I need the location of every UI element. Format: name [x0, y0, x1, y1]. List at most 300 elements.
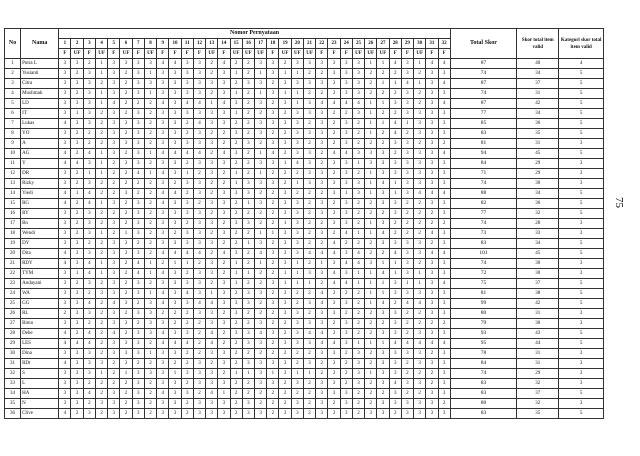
score-cell: 3 — [255, 119, 267, 129]
score-cell: 1 — [352, 269, 364, 279]
score-cell: 2 — [95, 389, 107, 399]
score-cell: 3 — [132, 409, 144, 419]
score-cell: 4 — [157, 99, 169, 109]
table-row — [5, 209, 604, 219]
score-cell: 3 — [340, 69, 352, 79]
score-cell: 2 — [157, 309, 169, 319]
score-cell: 2 — [95, 109, 107, 119]
score-cell: 2 — [352, 309, 364, 319]
item-type-header: UF — [255, 49, 267, 59]
score-cell: 2 — [95, 309, 107, 319]
score-cell: 2 — [352, 409, 364, 419]
score-cell: 3 — [279, 199, 291, 209]
score-cell: 3 — [389, 169, 401, 179]
score-cell: 3 — [340, 59, 352, 69]
score-cell: 2 — [95, 239, 107, 249]
score-cell: 2 — [95, 189, 107, 199]
score-cell: 3 — [389, 289, 401, 299]
category-cell: 3 — [559, 169, 604, 179]
score-cell: 3 — [206, 119, 218, 129]
score-cell: 1 — [365, 229, 377, 239]
row-number-cell: 26 — [5, 309, 21, 319]
score-cell: 2 — [230, 349, 242, 359]
score-cell: 2 — [157, 259, 169, 269]
score-cell: 2 — [401, 319, 413, 329]
score-cell: 2 — [144, 119, 156, 129]
score-cell: 2 — [181, 309, 193, 319]
score-cell: 2 — [95, 219, 107, 229]
table-row — [5, 169, 604, 179]
score-cell: 2 — [255, 209, 267, 219]
score-cell: 2 — [83, 289, 95, 299]
score-cell: 3 — [157, 129, 169, 139]
total-score-cell: 74 — [450, 89, 516, 99]
category-cell: 3 — [559, 349, 604, 359]
score-cell: 3 — [132, 309, 144, 319]
item-number-header: 12 — [193, 39, 205, 49]
score-cell: 1 — [291, 179, 303, 189]
respondent-name-cell: Bn — [21, 219, 59, 229]
score-cell: 3 — [230, 149, 242, 159]
valid-score-cell: 31 — [517, 89, 559, 99]
score-cell: 2 — [242, 319, 254, 329]
score-cell: 3 — [206, 219, 218, 229]
score-cell: 2 — [267, 209, 279, 219]
score-cell: 2 — [181, 119, 193, 129]
score-cell: 4 — [181, 99, 193, 109]
score-cell: 3 — [426, 309, 438, 319]
score-cell: 3 — [426, 149, 438, 159]
score-cell: 3 — [120, 239, 132, 249]
score-cell: 3 — [426, 69, 438, 79]
score-cell: 3 — [181, 209, 193, 219]
category-cell: 3 — [559, 269, 604, 279]
score-cell: 2 — [255, 279, 267, 289]
score-cell: 4 — [59, 329, 71, 339]
score-cell: 3 — [414, 349, 426, 359]
score-cell: 2 — [303, 239, 315, 249]
score-cell: 3 — [401, 349, 413, 359]
respondent-name-cell: LES — [21, 339, 59, 349]
score-cell: 3 — [267, 69, 279, 79]
score-cell: 3 — [83, 179, 95, 189]
score-cell: 1 — [242, 269, 254, 279]
score-cell: 3 — [71, 399, 83, 409]
table-row — [5, 179, 604, 189]
score-cell: 3 — [340, 319, 352, 329]
row-number-cell: 23 — [5, 279, 21, 289]
score-cell: 2 — [438, 319, 450, 329]
respondent-name-cell: RG — [21, 199, 59, 209]
score-cell: 3 — [144, 319, 156, 329]
score-cell: 3 — [340, 129, 352, 139]
score-cell: 3 — [181, 109, 193, 119]
score-cell: 3 — [108, 289, 120, 299]
score-cell: 3 — [377, 329, 389, 339]
score-cell: 2 — [279, 169, 291, 179]
score-cell: 4 — [377, 179, 389, 189]
item-type-header: UF — [144, 49, 156, 59]
score-cell: 3 — [303, 179, 315, 189]
score-cell: 3 — [438, 369, 450, 379]
score-cell: 2 — [120, 89, 132, 99]
score-cell: 3 — [389, 349, 401, 359]
score-cell: 3 — [71, 379, 83, 389]
score-cell: 3 — [438, 289, 450, 299]
score-cell: 3 — [59, 99, 71, 109]
score-cell: 1 — [95, 59, 107, 69]
score-cell: 3 — [83, 309, 95, 319]
score-cell: 3 — [193, 399, 205, 409]
score-cell: 3 — [206, 369, 218, 379]
score-cell: 2 — [389, 149, 401, 159]
score-cell: 3 — [144, 329, 156, 339]
score-cell: 2 — [230, 409, 242, 419]
score-cell: 2 — [426, 319, 438, 329]
score-cell: 2 — [352, 139, 364, 149]
score-cell: 4 — [169, 189, 181, 199]
score-cell: 2 — [267, 199, 279, 209]
score-cell: 3 — [59, 299, 71, 309]
score-cell: 3 — [426, 409, 438, 419]
score-cell: 3 — [316, 209, 328, 219]
score-cell: 3 — [303, 299, 315, 309]
total-score-cell: 84 — [450, 159, 516, 169]
score-cell: 2 — [340, 379, 352, 389]
score-cell: 1 — [267, 369, 279, 379]
score-cell: 1 — [95, 229, 107, 239]
score-cell: 3 — [108, 409, 120, 419]
respondent-name-cell: WA — [21, 289, 59, 299]
score-cell: 1 — [352, 229, 364, 239]
score-cell: 4 — [426, 189, 438, 199]
valid-score-cell: 29 — [517, 369, 559, 379]
score-cell: 3 — [340, 409, 352, 419]
score-cell: 3 — [303, 129, 315, 139]
score-cell: 2 — [303, 119, 315, 129]
score-cell: 2 — [255, 309, 267, 319]
valid-score-cell: 31 — [517, 349, 559, 359]
valid-score-cell: 44 — [517, 339, 559, 349]
score-cell: 2 — [267, 399, 279, 409]
score-cell: 3 — [59, 79, 71, 89]
table-row — [5, 79, 604, 89]
table-row — [5, 139, 604, 149]
score-cell: 3 — [426, 399, 438, 409]
score-cell: 3 — [401, 179, 413, 189]
score-cell: 4 — [83, 149, 95, 159]
total-score-cell: 74 — [450, 179, 516, 189]
score-cell: 2 — [132, 239, 144, 249]
score-cell: 3 — [108, 279, 120, 289]
table-row — [5, 359, 604, 369]
score-cell: 2 — [291, 389, 303, 399]
score-cell: 2 — [181, 129, 193, 139]
score-cell: 3 — [71, 239, 83, 249]
score-cell: 3 — [206, 199, 218, 209]
score-cell: 2 — [71, 69, 83, 79]
score-cell: 3 — [438, 209, 450, 219]
score-cell: 1 — [120, 229, 132, 239]
total-score-cell: 101 — [450, 249, 516, 259]
score-cell: 3 — [108, 349, 120, 359]
score-cell: 3 — [291, 249, 303, 259]
category-cell: 5 — [559, 109, 604, 119]
score-cell: 4 — [157, 199, 169, 209]
score-cell: 3 — [132, 379, 144, 389]
score-cell: 3 — [401, 69, 413, 79]
total-score-cell: 87 — [450, 79, 516, 89]
score-cell: 3 — [193, 239, 205, 249]
score-cell: 2 — [218, 169, 230, 179]
score-cell: 1 — [230, 179, 242, 189]
item-number-header: 17 — [255, 39, 267, 49]
score-cell: 3 — [157, 159, 169, 169]
score-cell: 1 — [255, 259, 267, 269]
score-cell: 2 — [206, 249, 218, 259]
score-cell: 3 — [108, 259, 120, 269]
score-cell: 2 — [169, 309, 181, 319]
score-cell: 3 — [132, 399, 144, 409]
score-cell: 3 — [316, 109, 328, 119]
score-cell: 3 — [157, 239, 169, 249]
score-cell: 3 — [120, 249, 132, 259]
score-cell: 2 — [230, 389, 242, 399]
score-cell: 4 — [401, 299, 413, 309]
score-cell: 3 — [83, 79, 95, 89]
score-cell: 2 — [206, 69, 218, 79]
respondent-name-cell: TYM — [21, 269, 59, 279]
score-cell: 2 — [144, 359, 156, 369]
row-number-cell: 29 — [5, 339, 21, 349]
item-number-header: 20 — [291, 39, 303, 49]
total-score-cell: 88 — [450, 189, 516, 199]
score-cell: 3 — [157, 399, 169, 409]
score-cell: 2 — [120, 289, 132, 299]
score-cell: 2 — [352, 219, 364, 229]
score-cell: 3 — [193, 269, 205, 279]
score-cell: 3 — [365, 409, 377, 419]
row-number-cell: 21 — [5, 259, 21, 269]
score-cell: 2 — [255, 139, 267, 149]
score-cell: 3 — [59, 289, 71, 299]
score-cell: 1 — [365, 189, 377, 199]
score-cell: 2 — [206, 229, 218, 239]
score-cell: 3 — [71, 79, 83, 89]
score-cell: 2 — [303, 389, 315, 399]
score-cell: 3 — [316, 409, 328, 419]
score-cell: 2 — [365, 239, 377, 249]
score-cell: 2 — [230, 79, 242, 89]
category-cell: 5 — [559, 279, 604, 289]
table-row — [5, 189, 604, 199]
score-cell: 2 — [352, 119, 364, 129]
score-cell: 1 — [414, 59, 426, 69]
score-cell: 3 — [71, 59, 83, 69]
score-cell: 3 — [120, 319, 132, 329]
score-cell: 3 — [438, 329, 450, 339]
score-cell: 4 — [401, 339, 413, 349]
score-cell: 4 — [108, 329, 120, 339]
score-cell: 4 — [426, 249, 438, 259]
score-cell: 3 — [157, 219, 169, 229]
score-cell: 2 — [108, 189, 120, 199]
item-type-header: F — [328, 49, 340, 59]
score-cell: 2 — [95, 379, 107, 389]
score-cell: 3 — [169, 269, 181, 279]
score-cell: 2 — [120, 179, 132, 189]
score-cell: 3 — [59, 319, 71, 329]
total-score-cell: 81 — [450, 289, 516, 299]
score-cell: 3 — [279, 259, 291, 269]
score-cell: 3 — [267, 279, 279, 289]
score-cell: 2 — [255, 269, 267, 279]
score-cell: 2 — [303, 379, 315, 389]
score-cell: 2 — [144, 139, 156, 149]
score-cell: 3 — [59, 349, 71, 359]
score-cell: 2 — [108, 229, 120, 239]
score-cell: 3 — [328, 299, 340, 309]
score-cell: 4 — [83, 199, 95, 209]
score-cell: 3 — [365, 259, 377, 269]
row-number-cell: 4 — [5, 89, 21, 99]
item-type-header: F — [83, 49, 95, 59]
score-cell: 3 — [157, 69, 169, 79]
score-cell: 3 — [401, 99, 413, 109]
score-cell: 2 — [279, 149, 291, 159]
score-cell: 3 — [414, 129, 426, 139]
row-number-cell: 35 — [5, 399, 21, 409]
score-cell: 1 — [144, 169, 156, 179]
score-cell: 3 — [438, 359, 450, 369]
score-cell: 2 — [242, 349, 254, 359]
score-cell: 3 — [267, 89, 279, 99]
item-number-header: 23 — [328, 39, 340, 49]
score-cell: 3 — [316, 199, 328, 209]
score-cell: 3 — [316, 79, 328, 89]
score-cell: 3 — [389, 279, 401, 289]
score-cell: 3 — [71, 349, 83, 359]
valid-score-cell: 42 — [517, 99, 559, 109]
score-cell: 4 — [59, 409, 71, 419]
respondent-name-cell: Wendi — [21, 229, 59, 239]
score-cell: 2 — [206, 89, 218, 99]
category-cell: 3 — [559, 359, 604, 369]
score-cell: 3 — [401, 149, 413, 159]
score-cell: 3 — [401, 239, 413, 249]
score-cell: 3 — [206, 159, 218, 169]
score-cell: 3 — [144, 369, 156, 379]
score-cell: 4 — [316, 249, 328, 259]
score-cell: 2 — [144, 109, 156, 119]
score-cell: 2 — [267, 129, 279, 139]
respondent-name-cell: Yusianti — [21, 69, 59, 79]
score-cell: 3 — [279, 239, 291, 249]
score-cell: 2 — [267, 389, 279, 399]
score-cell: 2 — [230, 399, 242, 409]
score-cell: 2 — [426, 219, 438, 229]
score-cell: 3 — [438, 389, 450, 399]
score-cell: 3 — [255, 379, 267, 389]
item-number-header: 31 — [426, 39, 438, 49]
score-cell: 2 — [59, 309, 71, 319]
score-cell: 3 — [108, 399, 120, 409]
score-cell: 2 — [414, 99, 426, 109]
score-cell: 3 — [438, 129, 450, 139]
score-cell: 3 — [438, 169, 450, 179]
item-number-header: 30 — [414, 39, 426, 49]
score-cell: 3 — [193, 359, 205, 369]
score-cell: 2 — [206, 189, 218, 199]
score-cell: 2 — [144, 409, 156, 419]
score-cell: 3 — [279, 229, 291, 239]
score-cell: 3 — [157, 79, 169, 89]
table-row — [5, 409, 604, 419]
score-cell: 3 — [206, 349, 218, 359]
row-number-cell: 28 — [5, 329, 21, 339]
item-type-header: UF — [377, 49, 389, 59]
item-type-header: F — [169, 49, 181, 59]
score-cell: 4 — [340, 229, 352, 239]
respondent-name-cell: RDY — [21, 259, 59, 269]
score-cell: 2 — [230, 199, 242, 209]
score-cell: 1 — [255, 149, 267, 159]
score-cell: 3 — [218, 79, 230, 89]
category-cell: 3 — [559, 219, 604, 229]
score-cell: 2 — [242, 279, 254, 289]
score-cell: 3 — [181, 139, 193, 149]
score-cell: 4 — [340, 279, 352, 289]
respondent-name-cell: Dita — [21, 249, 59, 259]
score-cell: 3 — [389, 329, 401, 339]
score-cell: 3 — [169, 289, 181, 299]
score-cell: 4 — [291, 159, 303, 169]
score-cell: 3 — [144, 309, 156, 319]
score-cell: 3 — [255, 179, 267, 189]
score-cell: 3 — [438, 119, 450, 129]
valid-score-cell: 42 — [517, 299, 559, 309]
score-cell: 3 — [83, 119, 95, 129]
score-cell: 3 — [291, 79, 303, 89]
score-cell: 2 — [414, 219, 426, 229]
score-cell: 3 — [230, 329, 242, 339]
valid-score-cell: 43 — [517, 329, 559, 339]
score-cell: 4 — [157, 249, 169, 259]
header-skor-item-valid: Skor total item valid — [517, 29, 559, 59]
score-cell: 3 — [389, 199, 401, 209]
score-cell: 2 — [83, 139, 95, 149]
score-cell: 4 — [255, 249, 267, 259]
score-cell: 4 — [303, 329, 315, 339]
score-cell: 1 — [95, 159, 107, 169]
score-cell: 4 — [157, 329, 169, 339]
score-cell: 2 — [340, 309, 352, 319]
score-cell: 2 — [218, 129, 230, 139]
score-cell: 3 — [291, 399, 303, 409]
score-cell: 2 — [71, 279, 83, 289]
score-cell: 2 — [206, 279, 218, 289]
score-cell: 2 — [120, 399, 132, 409]
score-cell: 1 — [389, 79, 401, 89]
score-cell: 3 — [340, 269, 352, 279]
score-cell: 2 — [108, 159, 120, 169]
score-cell: 2 — [242, 169, 254, 179]
score-cell: 1 — [352, 159, 364, 169]
valid-score-cell: 32 — [517, 399, 559, 409]
score-cell: 2 — [365, 209, 377, 219]
score-cell: 4 — [352, 99, 364, 109]
score-cell: 2 — [181, 269, 193, 279]
